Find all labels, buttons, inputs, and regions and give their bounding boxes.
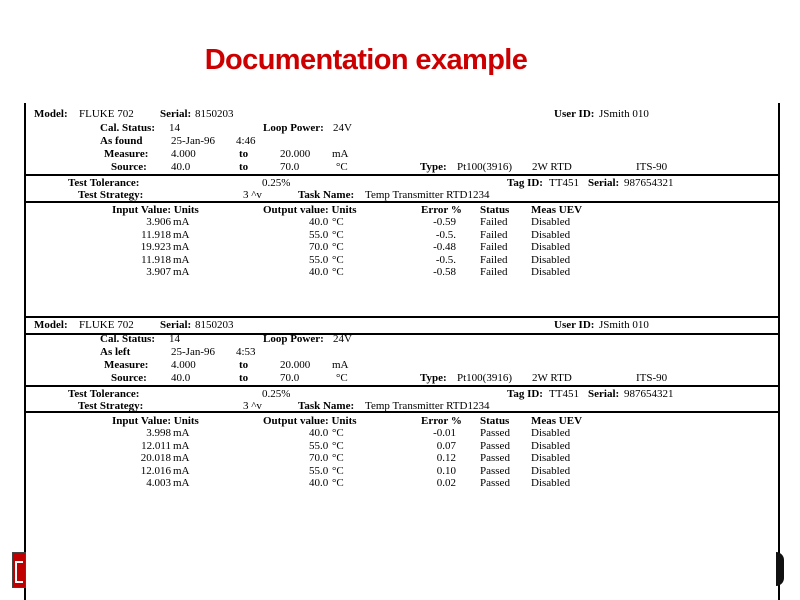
output-value: 55.0 [309,464,329,477]
header-input: Input Value: Units [112,204,199,216]
input-value: 12.011 [141,439,171,452]
cal-status-label: Cal. Status: [100,333,156,345]
date-value: 25-Jan-96 [171,135,215,147]
model-label: Model: [34,108,68,120]
table-row [26,477,626,490]
table-row [26,427,626,440]
results-table [26,427,626,490]
its-value: ITS-90 [636,372,668,384]
header-status: Status [480,415,510,427]
time-value: 4:46 [236,135,256,147]
serial-label: Serial: [160,108,192,120]
brand-logo-icon [12,552,26,588]
table-row [26,465,626,478]
measure-label: Measure: [104,359,149,371]
as-found-label: As found [100,135,143,147]
table-row [26,254,626,267]
measure-unit: mA [332,359,349,371]
test-strategy-value: 3 ^v [243,400,262,412]
wire-value: 2W RTD [532,372,572,384]
user-id-label: User ID: [554,319,595,331]
user-id-value: JSmith 010 [599,108,649,120]
status-value: Failed [480,228,508,241]
meas-uev-value: Disabled [531,228,571,241]
meas-uev-value: Disabled [531,464,571,477]
meas-uev-value: Disabled [531,439,571,452]
input-value: 12.016 [140,464,171,477]
to-label: to [239,359,249,371]
measure-from: 4.000 [171,359,196,371]
input-unit: mA [173,464,190,477]
source-unit: °C [336,372,348,384]
status-value: Failed [480,253,508,266]
to-label: to [239,148,249,160]
test-tolerance-label: Test Tolerance: [68,388,140,400]
meas-uev-value: Disabled [531,452,571,465]
input-unit: mA [173,253,190,266]
status-value: Passed [480,477,510,490]
status-value: Passed [480,427,510,439]
output-value: 55.0 [309,253,329,266]
input-value: 3.907 [146,266,171,279]
status-value: Failed [480,266,508,279]
measure-label: Measure: [104,148,149,160]
serial2-label: Serial: [588,388,620,400]
serial2-value: 987654321 [624,388,674,400]
input-unit: mA [173,439,190,452]
input-unit: mA [173,427,190,439]
model-value: FLUKE 702 [79,319,134,331]
output-unit: °C [332,266,344,279]
source-from: 40.0 [171,372,191,384]
test-tolerance-label: Test Tolerance: [68,177,140,189]
header-error: Error % [421,204,462,216]
status-value: Passed [480,439,510,452]
tag-id-value: TT451 [549,177,579,189]
output-unit: °C [332,464,344,477]
loop-power-label: Loop Power: [263,333,324,345]
status-value: Failed [480,216,508,228]
output-value: 40.0 [309,266,329,279]
source-from: 40.0 [171,161,191,173]
serial-value: 8150203 [195,108,234,120]
wire-value: 2W RTD [532,161,572,173]
error-value: -0.01 [433,427,456,439]
task-name-label: Task Name: [298,189,355,201]
model-label: Model: [34,319,68,331]
error-value: 0.10 [436,464,456,477]
task-name-value: Temp Transmitter RTD1234 [365,189,490,201]
input-value: 11.918 [141,228,171,241]
loop-power-value: 24V [333,122,352,134]
error-value: 0.02 [436,477,456,490]
slide-title: Documentation example [204,44,528,76]
serial2-label: Serial: [588,177,620,189]
table-row [26,241,626,254]
measure-unit: mA [332,148,349,160]
divider [26,201,778,203]
error-value: -0.5. [435,228,456,241]
input-value: 20.018 [140,452,171,465]
serial2-value: 987654321 [624,177,674,189]
output-unit: °C [332,427,344,439]
input-unit: mA [173,477,190,490]
error-value: -0.5. [435,253,456,266]
input-unit: mA [173,216,190,228]
output-unit: °C [332,253,344,266]
header-status: Status [480,204,510,216]
task-name-value: Temp Transmitter RTD1234 [365,400,490,412]
table-row [26,266,626,279]
tag-id-value: TT451 [549,388,579,400]
output-unit: °C [332,241,344,254]
type-value: Pt100(3916) [457,372,512,384]
cal-status-value: 14 [169,122,180,134]
date-value: 25-Jan-96 [171,346,215,358]
input-value: 4.003 [146,477,171,490]
source-unit: °C [336,161,348,173]
status-value: Failed [480,241,508,254]
output-unit: °C [332,452,344,465]
table-row [26,440,626,453]
test-tolerance-value: 0.25% [262,388,291,400]
error-value: 0.12 [436,452,456,465]
header-meas-uev: Meas UEV [531,204,583,216]
type-label: Type: [420,372,447,384]
tag-id-label: Tag ID: [507,177,543,189]
status-value: Passed [480,464,510,477]
table-row [26,452,626,465]
user-id-label: User ID: [554,108,595,120]
table-row [26,229,626,242]
as-left-label: As left [100,346,131,358]
source-label: Source: [111,161,147,173]
input-unit: mA [173,452,190,465]
divider [26,174,778,176]
input-unit: mA [173,266,190,279]
error-value: -0.48 [433,241,456,254]
serial-label: Serial: [160,319,192,331]
input-value: 3.906 [146,216,171,228]
meas-uev-value: Disabled [531,427,571,439]
to-label: to [239,161,249,173]
header-meas-uev: Meas UEV [531,415,583,427]
input-value: 19.923 [140,241,171,254]
test-tolerance-value: 0.25% [262,177,291,189]
status-value: Passed [480,452,510,465]
output-unit: °C [332,228,344,241]
output-value: 70.0 [309,452,329,465]
output-unit: °C [332,216,344,228]
divider [26,316,778,318]
output-value: 40.0 [309,427,329,439]
output-value: 55.0 [309,439,329,452]
header-input: Input Value: Units [112,415,199,427]
meas-uev-value: Disabled [531,216,571,228]
measure-from: 4.000 [171,148,196,160]
meas-uev-value: Disabled [531,477,571,490]
cal-status-label: Cal. Status: [100,122,156,134]
output-value: 40.0 [309,477,329,490]
type-label: Type: [420,161,447,173]
results-table [26,216,626,279]
its-value: ITS-90 [636,161,668,173]
header-error: Error % [421,415,462,427]
output-value: 70.0 [309,241,329,254]
source-label: Source: [111,372,147,384]
meas-uev-value: Disabled [531,253,571,266]
cal-status-value: 14 [169,333,180,345]
output-value: 55.0 [309,228,329,241]
measure-to: 20.000 [280,359,311,371]
user-id-value: JSmith 010 [599,319,649,331]
header-output: Output value: Units [263,204,357,216]
test-strategy-value: 3 ^v [243,189,262,201]
test-strategy-label: Test Strategy: [78,400,144,412]
input-unit: mA [173,228,190,241]
source-to: 70.0 [280,372,300,384]
header-output: Output value: Units [263,415,357,427]
serial-value: 8150203 [195,319,234,331]
test-strategy-label: Test Strategy: [78,189,144,201]
output-unit: °C [332,477,344,490]
input-unit: mA [173,241,190,254]
type-value: Pt100(3916) [457,161,512,173]
measure-to: 20.000 [280,148,311,160]
next-slide-button[interactable] [776,552,784,586]
divider [26,385,778,387]
meas-uev-value: Disabled [531,266,571,279]
table-row [26,216,626,229]
source-to: 70.0 [280,161,300,173]
to-label: to [239,372,249,384]
input-value: 11.918 [141,253,171,266]
input-value: 3.998 [146,427,171,439]
error-value: -0.59 [433,216,456,228]
tag-id-label: Tag ID: [507,388,543,400]
error-value: 0.07 [436,439,456,452]
error-value: -0.58 [433,266,456,279]
task-name-label: Task Name: [298,400,355,412]
loop-power-value: 24V [333,333,352,345]
output-unit: °C [332,439,344,452]
time-value: 4:53 [236,346,256,358]
model-value: FLUKE 702 [79,108,134,120]
calibration-document [24,103,780,600]
output-value: 40.0 [309,216,329,228]
meas-uev-value: Disabled [531,241,571,254]
loop-power-label: Loop Power: [263,122,324,134]
